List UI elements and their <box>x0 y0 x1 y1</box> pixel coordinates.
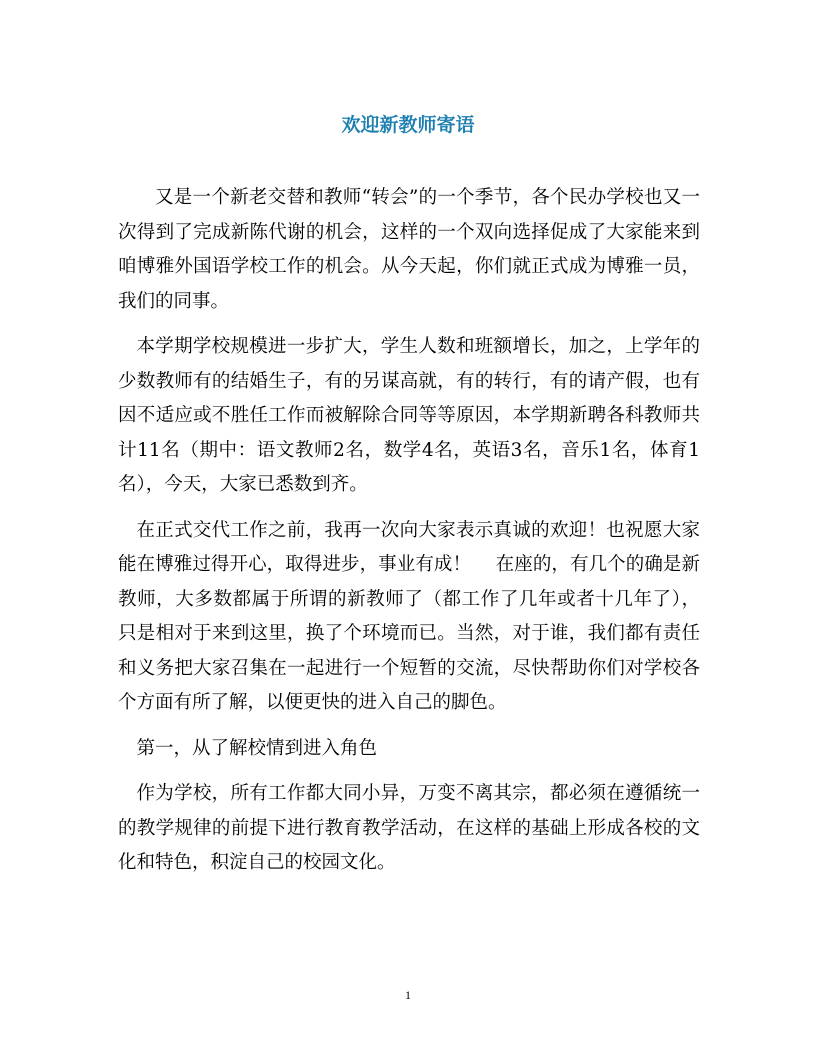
page-number: 1 <box>405 988 411 1002</box>
paragraph-1: 又是一个新老交替和教师“转会”的一个季节，各个民办学校也又一次得到了完成新陈代谢的机会，这样的一个双向选择促成了大家能来到咱博雅外国语学校工作的机会。从今天起，你们就正式成为博雅一员，我们的同事。 <box>118 187 700 312</box>
document-title: 欢迎新教师寄语 <box>341 114 475 136</box>
paragraph-2: 本学期学校规模进一步扩大，学生人数和班额增长，加之，上学年的少数教师有的结婚生子，有的另谋高就，有的转行，有的请产假，也有因不适应或不胜任工作而被解除合同等等原因，本学期新聘各科教师共计11名（期中：语文教师2名，数学4名，英语3名，音乐1名，体育1名），今天，大家已悉数到齐。 <box>118 336 700 495</box>
paragraph-3: 在正式交代工作之前，我再一次向大家表示真诚的欢迎！也祝愿大家能在博雅过得开心，取得进步，事业有成！ 在座的，有几个的确是新教师，大多数都属于所谓的新教师了（都工作了几年或者十几年了），只是相对于来到这里，换了个环境而已。当然，对于谁，我们都有责任和义务把大家召集在一起进行一个短暂的交流，尽快帮助你们对学校各个方面有所了解，以便更快的进入自己的脚色。 <box>118 519 700 713</box>
paragraph-4: 作为学校，所有工作都大同小异，万变不离其宗，都必须在遵循统一的教学规律的前提下进行教育教学活动，在这样的基础上形成各校的文化和特色，积淀自己的校园文化。 <box>118 783 700 873</box>
document-body <box>118 181 700 881</box>
section-heading: 第一，从了解校情到进入角色 <box>136 737 378 759</box>
